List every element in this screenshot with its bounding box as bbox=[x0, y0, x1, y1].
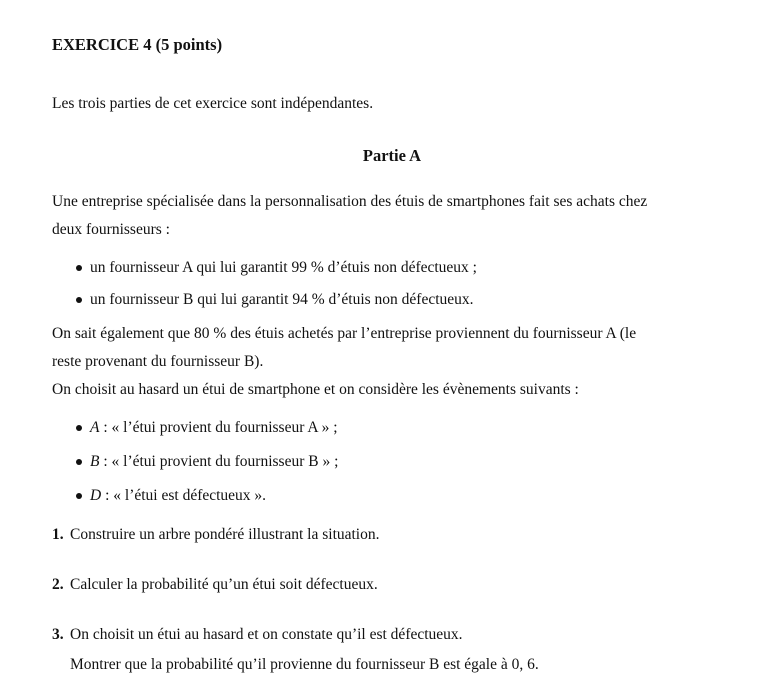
question-number: 2. bbox=[52, 576, 64, 593]
event-item bbox=[76, 418, 338, 438]
paragraph-line: On sait également que 80 % des étuis achetés par l’entreprise proviennent du fournisseur A (le bbox=[52, 325, 637, 342]
event-item bbox=[76, 452, 338, 472]
event-item bbox=[76, 486, 266, 506]
question-text: Construire un arbre pondéré illustrant la situation. bbox=[70, 526, 380, 543]
paragraph-line: deux fournisseurs : bbox=[52, 221, 170, 238]
exercise-title: EXERCICE 4 (5 points) bbox=[52, 35, 223, 54]
question-3 bbox=[52, 625, 463, 645]
question-text: On choisit un étui au hasard et on constate qu’il est défectueux. bbox=[70, 626, 463, 643]
part-title: Partie A bbox=[362, 146, 422, 165]
event-text: : « l’étui est défectueux ». bbox=[101, 487, 267, 504]
intro-text: Les trois parties de cet exercice sont indépendantes. bbox=[52, 95, 374, 112]
question-number: 1. bbox=[52, 526, 64, 543]
question-number: 3. bbox=[52, 626, 64, 643]
event-symbol: D bbox=[90, 487, 102, 504]
paragraph-line: reste provenant du fournisseur B). bbox=[52, 353, 264, 370]
question-text-continued: Montrer que la probabilité qu’il provienne du fournisseur B est égale à 0, 6. bbox=[70, 656, 539, 673]
paragraph-line: Une entreprise spécialisée dans la personnalisation des étuis de smartphones fait ses achats chez bbox=[52, 193, 648, 210]
bullet-item bbox=[76, 258, 477, 278]
question-1 bbox=[52, 525, 380, 545]
bullet-text: un fournisseur B qui lui garantit 94 % d’étuis non défectueux. bbox=[90, 291, 474, 308]
event-text: : « l’étui provient du fournisseur B » ; bbox=[99, 453, 339, 470]
question-text: Calculer la probabilité qu’un étui soit défectueux. bbox=[70, 576, 378, 593]
bullet-text: un fournisseur A qui lui garantit 99 % d’étuis non défectueux ; bbox=[90, 259, 477, 276]
paragraph-line: On choisit au hasard un étui de smartphone et on considère les évènements suivants : bbox=[52, 381, 579, 398]
event-text: : « l’étui provient du fournisseur A » ; bbox=[99, 419, 338, 436]
bullet-item bbox=[76, 290, 474, 310]
question-2 bbox=[52, 575, 378, 595]
event-symbol: A bbox=[90, 419, 100, 436]
event-symbol: B bbox=[90, 453, 100, 470]
